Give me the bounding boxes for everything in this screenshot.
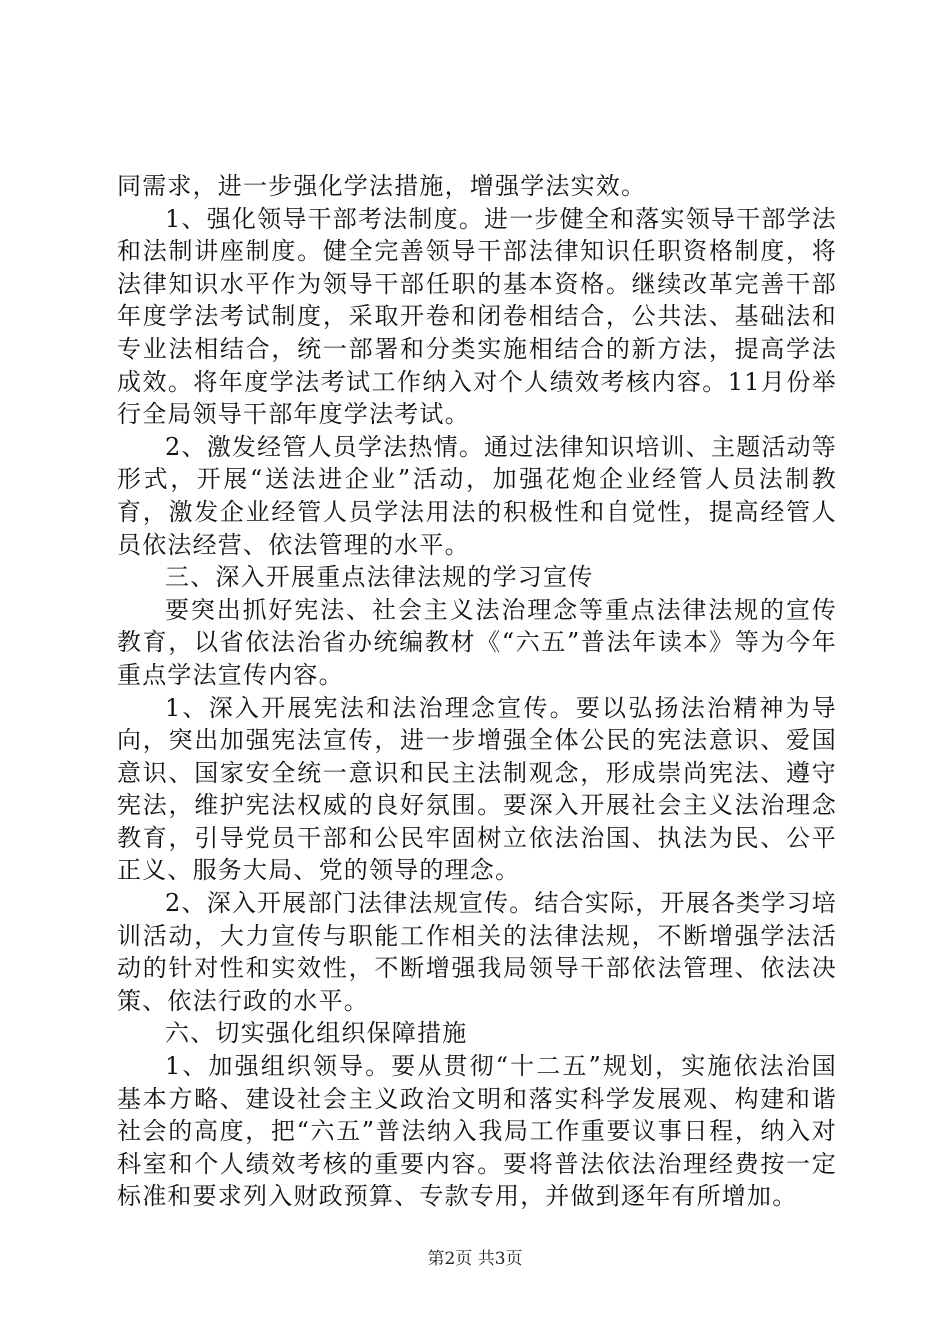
paragraph-manager-enthusiasm: 2、激发经管人员学法热情。通过法律知识培训、主题活动等形式，开展“送法进企业”活动，加强花炮企业经管人员法制教育，激发企业经管人员学法用法的积极性和自觉性，提高经管人员依法经营、依法管理的水平。 (117, 432, 837, 559)
paragraph-continuation: 同需求，进一步强化学法措施，增强学法实效。 (117, 172, 647, 200)
paragraph-constitution-promotion: 1、深入开展宪法和法治理念宣传。要以弘扬法治精神为导向，突出加强宪法宣传，进一步增强全体公民的宪法意识、爱国意识、国家安全统一意识和民主法制观念，形成崇尚宪法、遵守宪法，维护宪法权威的良好氛围。要深入开展社会主义法治理念教育，引导党员干部和公民牢固树立依法治国、执法为民、公平正义、服务大局、党的领导的理念。 (117, 693, 837, 885)
paragraph-key-laws-intro: 要突出抓好宪法、社会主义法治理念等重点法律法规的宣传教育，以省依法治省办统编教材《“六五”普法年读本》等为今年重点学法宣传内容。 (117, 595, 837, 689)
page-number-footer: 第2页 共3页 (427, 1249, 523, 1269)
section-heading-organization: 六、切实强化组织保障措施 (165, 1019, 468, 1048)
paragraph-department-laws: 2、深入开展部门法律法规宣传。结合实际，开展各类学习培训活动，大力宣传与职能工作相关的法律法规，不断增强学法活动的针对性和实效性，不断增强我局领导干部依法管理、依法决策、依法行政的水平。 (117, 889, 837, 1015)
paragraph-leader-exam: 1、强化领导干部考法制度。进一步健全和落实领导干部学法和法制讲座制度。健全完善领导干部法律知识任职资格制度，将法律知识水平作为领导干部任职的基本资格。继续改革完善干部年度学法考试制度，采取开卷和闭卷相结合，公共法、基础法和专业法相结合，统一部署和分类实施相结合的新方法，提高学法成效。将年度学法考试工作纳入对个人绩效考核内容。11月份举行全局领导干部年度学法考试。 (117, 204, 837, 429)
section-heading-key-laws: 三、深入开展重点法律法规的学习宣传 (165, 563, 594, 592)
document-body (117, 170, 837, 1213)
paragraph-organization-leadership: 1、加强组织领导。要从贯彻“十二五”规划，实施依法治国基本方略、建设社会主义政治文明和落实科学发展观、构建和谐社会的高度，把“六五”普法纳入我局工作重要议事日程，纳入对科室和个人绩效考核的重要内容。要将普法依法治理经费按一定标准和要求列入财政预算、专款专用，并做到逐年有所增加。 (117, 1052, 837, 1211)
